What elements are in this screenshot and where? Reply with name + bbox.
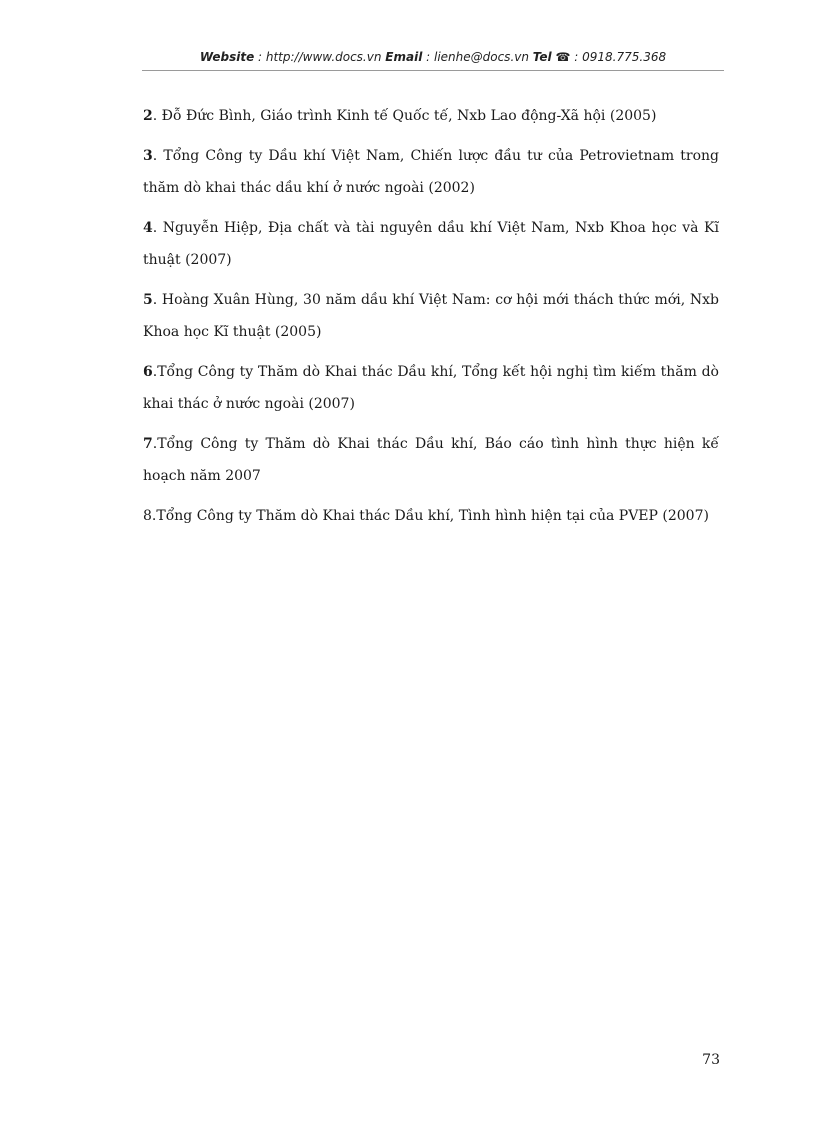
website-label: Website — [199, 50, 255, 64]
reference-item: 6.Tổng Công ty Thăm dò Khai thác Dầu khí, Tổng kết hội nghị tìm kiếm thăm dò khai thác ở nước ngoài (2007) — [143, 364, 719, 412]
page-header — [142, 50, 724, 64]
reference-item: 3. Tổng Công ty Dầu khí Việt Nam, Chiến lược đầu tư của Petrovietnam trong thăm dò khai thác dầu khí ở nước ngoài (2002) — [143, 148, 719, 196]
reference-list — [143, 100, 719, 540]
reference-item: 5. Hoàng Xuân Hùng, 30 năm dầu khí Việt Nam: cơ hội mới thách thức mới, Nxb Khoa học Kĩ thuật (2005) — [143, 292, 719, 340]
tel-label: Tel — [532, 50, 552, 64]
website-url[interactable]: : http://www.docs.vn — [254, 50, 386, 64]
page-number: 73 — [702, 1052, 720, 1068]
email-label: Email — [385, 50, 423, 64]
email-address[interactable]: : lienhe@docs.vn — [422, 50, 533, 64]
phone-icon: ☎ — [555, 50, 571, 64]
reference-item: 8.Tổng Công ty Thăm dò Khai thác Dầu khí, Tình hình hiện tại của PVEP (2007) — [143, 508, 709, 524]
reference-item: 2. Đỗ Đức Bình, Giáo trình Kinh tế Quốc tế, Nxb Lao động-Xã hội (2005) — [143, 108, 657, 124]
reference-item: 4. Nguyễn Hiệp, Địa chất và tài nguyên dầu khí Việt Nam, Nxb Khoa học và Kĩ thuật (2007) — [143, 220, 719, 268]
tel-number: : 0918.775.368 — [570, 50, 667, 64]
header-divider — [142, 70, 724, 71]
reference-item: 7.Tổng Công ty Thăm dò Khai thác Dầu khí, Báo cáo tình hình thực hiện kế hoạch năm 2007 — [143, 436, 719, 484]
